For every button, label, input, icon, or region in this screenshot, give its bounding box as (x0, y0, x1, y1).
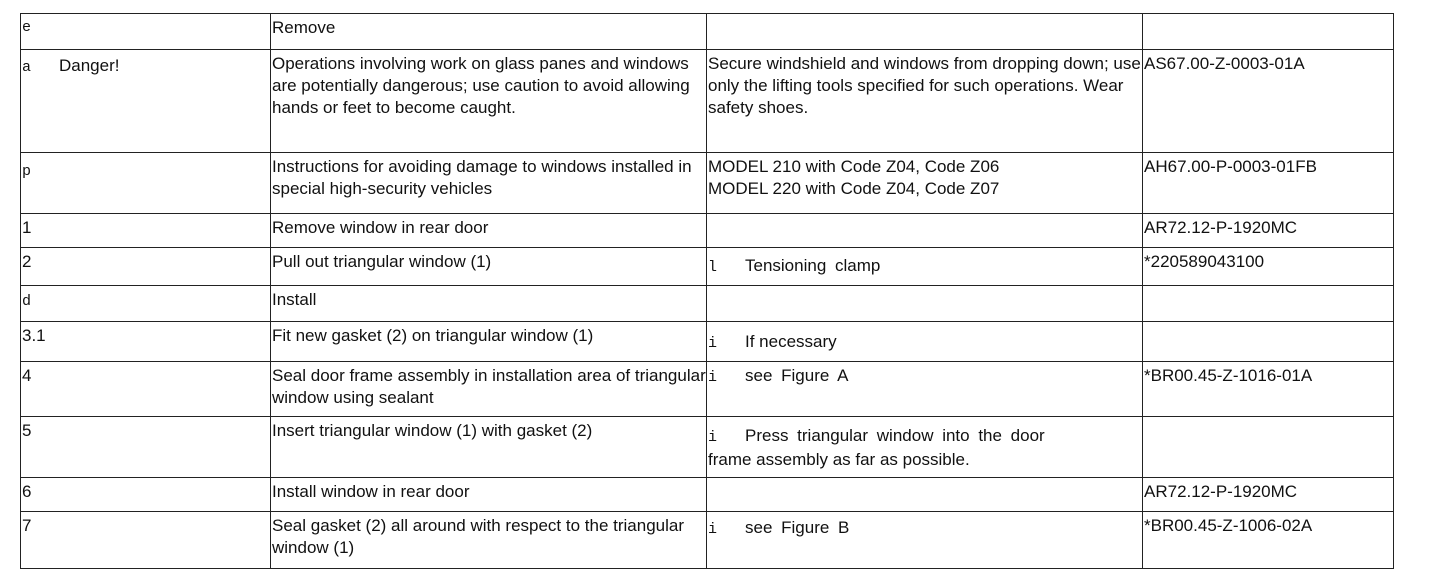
table-row (21, 362, 1394, 417)
ref-cell (1143, 322, 1394, 362)
step-cell (21, 322, 271, 362)
note-text: see Figure B (745, 518, 850, 537)
table-row (21, 478, 1394, 512)
step-cell (21, 478, 271, 512)
note-line: MODEL 210 with Code Z04, Code Z06 (708, 157, 1000, 176)
reference-link[interactable]: *220589043100 (1144, 252, 1265, 271)
action-cell (271, 478, 707, 512)
info-icon: i (708, 429, 718, 446)
action-text: Insert triangular window (1) with gasket (2) (272, 421, 593, 440)
action-text: Operations involving work on glass panes and windows are potentially dangerous; use caution to avoid allowing hands or feet to become caught. (272, 54, 690, 117)
ref-cell (1143, 286, 1394, 322)
reference-link[interactable]: *BR00.45-Z-1006-02A (1144, 516, 1313, 535)
procedure-table (20, 13, 1394, 569)
table-row (21, 286, 1394, 322)
ref-cell (1143, 50, 1394, 153)
reference-link[interactable]: *BR00.45-Z-1016-01A (1144, 366, 1313, 385)
action-cell (271, 14, 707, 50)
ref-cell (1143, 214, 1394, 248)
step-code: e (22, 19, 32, 36)
danger-label: Danger! (59, 56, 120, 75)
table-row (21, 417, 1394, 478)
step-code: a (22, 59, 32, 76)
ref-cell (1143, 362, 1394, 417)
action-text: Fit new gasket (2) on triangular window (1) (272, 326, 594, 345)
action-cell (271, 286, 707, 322)
table-row (21, 153, 1394, 214)
tool-symbol-icon: l (708, 259, 718, 276)
info-icon: i (708, 335, 718, 352)
reference-link[interactable]: AR72.12-P-1920MC (1144, 218, 1298, 237)
action-text: Seal gasket (2) all around with respect to the triangular window (1) (272, 516, 685, 557)
ref-cell (1143, 478, 1394, 512)
note-cell (707, 248, 1143, 286)
action-cell (271, 362, 707, 417)
ref-cell (1143, 512, 1394, 569)
step-cell (21, 14, 271, 50)
action-text: Remove (272, 18, 336, 37)
action-cell (271, 153, 707, 214)
note-cell (707, 362, 1143, 417)
step-cell (21, 248, 271, 286)
note-cell (707, 153, 1143, 214)
action-cell (271, 248, 707, 286)
action-cell (271, 214, 707, 248)
step-number: 7 (22, 516, 32, 535)
note-continuation: frame assembly as far as possible. (708, 450, 970, 469)
step-number: 1 (22, 218, 32, 237)
info-icon: i (708, 521, 718, 538)
step-number: 5 (22, 421, 32, 440)
ref-cell (1143, 153, 1394, 214)
action-text: Seal door frame assembly in installation area of triangular window using sealant (272, 366, 706, 407)
note-cell (707, 322, 1143, 362)
action-text: Install (272, 290, 317, 309)
action-cell (271, 50, 707, 153)
note-cell (707, 214, 1143, 248)
step-cell (21, 512, 271, 569)
step-code: d (22, 293, 32, 310)
info-icon: i (708, 369, 718, 386)
action-cell (271, 512, 707, 569)
ref-cell (1143, 417, 1394, 478)
action-text: Install window in rear door (272, 482, 470, 501)
note-cell (707, 14, 1143, 50)
step-cell (21, 214, 271, 248)
table-row (21, 322, 1394, 362)
step-cell (21, 417, 271, 478)
table-row (21, 214, 1394, 248)
note-cell (707, 478, 1143, 512)
action-cell (271, 322, 707, 362)
reference-link[interactable]: AS67.00-Z-0003-01A (1144, 54, 1305, 73)
note-cell (707, 286, 1143, 322)
note-cell (707, 512, 1143, 569)
note-text: If necessary (745, 332, 837, 351)
action-text: Remove window in rear door (272, 218, 489, 237)
step-number: 3.1 (22, 326, 46, 345)
step-number: 6 (22, 482, 32, 501)
ref-cell (1143, 248, 1394, 286)
step-cell (21, 50, 271, 153)
step-number: 4 (22, 366, 32, 385)
note-text: Tensioning clamp (745, 256, 881, 275)
action-text: Instructions for avoiding damage to windows installed in special high-security vehicles (272, 157, 692, 198)
note-cell (707, 50, 1143, 153)
step-cell (21, 153, 271, 214)
note-text: see Figure A (745, 366, 849, 385)
reference-link[interactable]: AR72.12-P-1920MC (1144, 482, 1298, 501)
note-text: Press triangular window into the door (745, 426, 1045, 445)
table-row (21, 14, 1394, 50)
step-cell (21, 362, 271, 417)
reference-link[interactable]: AH67.00-P-0003-01FB (1144, 157, 1317, 176)
note-cell (707, 417, 1143, 478)
action-cell (271, 417, 707, 478)
note-line: MODEL 220 with Code Z04, Code Z07 (708, 179, 1000, 198)
ref-cell (1143, 14, 1394, 50)
step-number: 2 (22, 252, 32, 271)
table-row (21, 248, 1394, 286)
step-cell (21, 286, 271, 322)
note-text: Secure windshield and windows from dropping down; use only the lifting tools specified for such operations. Wear safety shoes. (708, 54, 1141, 117)
table-row (21, 50, 1394, 153)
table-row (21, 512, 1394, 569)
step-code: p (22, 163, 32, 180)
action-text: Pull out triangular window (1) (272, 252, 492, 271)
